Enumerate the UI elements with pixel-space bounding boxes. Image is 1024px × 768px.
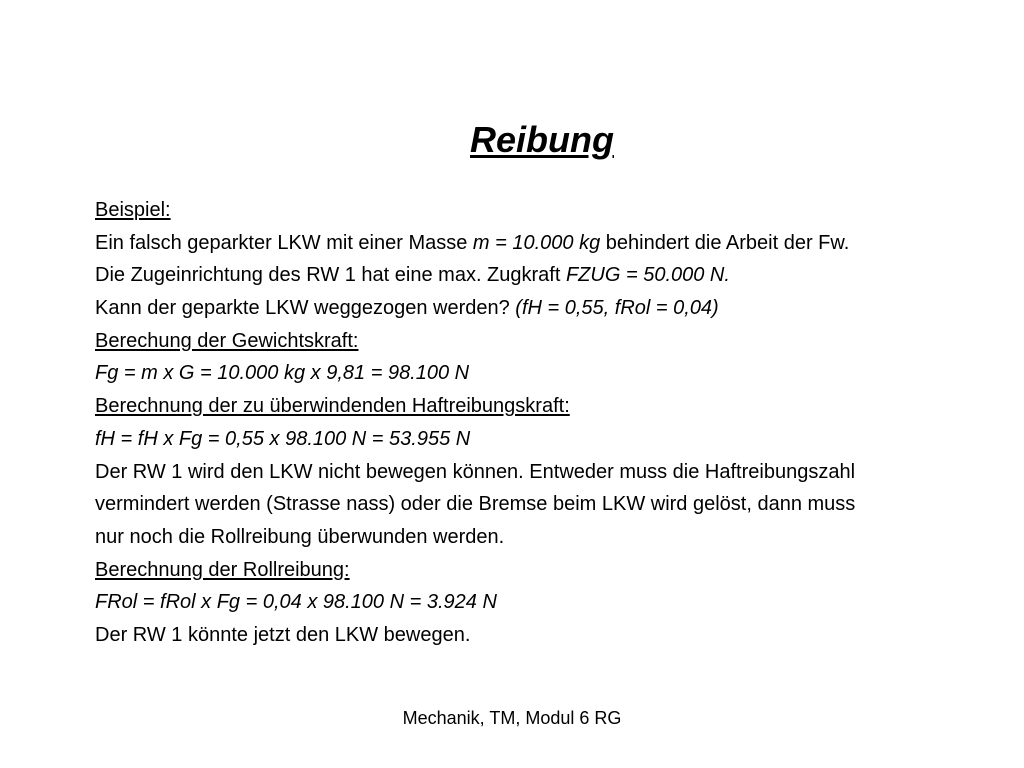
static-friction-formula: fH = fH x Fg = 0,55 x 98.100 N = 53.955 N [95,427,471,450]
example-heading: Beispiel: [95,199,171,221]
static-friction-heading: Berechnung der zu überwindenden Haftreibungskraft: [95,395,570,418]
question-text: Kann der geparkte LKW weggezogen werden? [95,297,516,320]
question-coefficients: (fH = 0,55, fRol = 0,04) [515,297,719,320]
text-line-conclusion-3 [95,521,995,554]
text-line-static-friction-heading [95,390,995,423]
text-line-example-heading [95,194,995,227]
text-line-question [95,292,995,325]
weight-force-formula: Fg = m x G = 10.000 kg x 9,81 = 98.100 N [95,362,470,385]
slide-footer: Mechanik, TM, Modul 6 RG [402,708,622,728]
rolling-friction-heading: Berechnung der Rollreibung: [95,558,350,581]
rolling-friction-formula: FRol = fRol x Fg = 0,04 x 98.100 N = 3.924 N [95,591,497,614]
text-line-rolling-friction-heading [95,554,995,587]
text-line-weight-formula [95,357,995,390]
text-line-towing-force [95,259,995,292]
weight-force-heading: Berechung der Gewichtskraft: [95,329,359,352]
conclusion-text-3: nur noch die Rollreibung überwunden werden. [95,525,505,548]
truck-mass-formula: m = 10.000 kg [472,231,601,254]
final-conclusion-text: Der RW 1 könnte jetzt den LKW bewegen. [95,623,471,646]
conclusion-text-1: Der RW 1 wird den LKW nicht bewegen können. Entweder muss die Haftreibungszahl [95,460,856,483]
towing-force-text: Die Zugeinrichtung des RW 1 hat eine max. Zugkraft [95,264,566,287]
truck-mass-text: Ein falsch geparkter LKW mit einer Masse [95,231,473,254]
text-line-rolling-friction-formula [95,586,995,619]
text-line-final-conclusion [95,619,995,652]
towing-force-formula: FZUG = 50.000 N. [565,264,730,287]
text-line-conclusion-2 [95,488,995,521]
slide-title: Reibung [470,119,614,160]
conclusion-text-2: vermindert werden (Strasse nass) oder die Bremse beim LKW wird gelöst, dann muss [95,493,856,516]
text-line-weight-heading [95,325,995,358]
truck-mass-text-after: behindert die Arbeit der Fw. [600,231,850,254]
text-line-static-friction-formula [95,423,995,456]
text-line-truck-mass [95,227,995,260]
text-line-conclusion-1 [95,456,995,489]
slide-body [95,194,995,652]
